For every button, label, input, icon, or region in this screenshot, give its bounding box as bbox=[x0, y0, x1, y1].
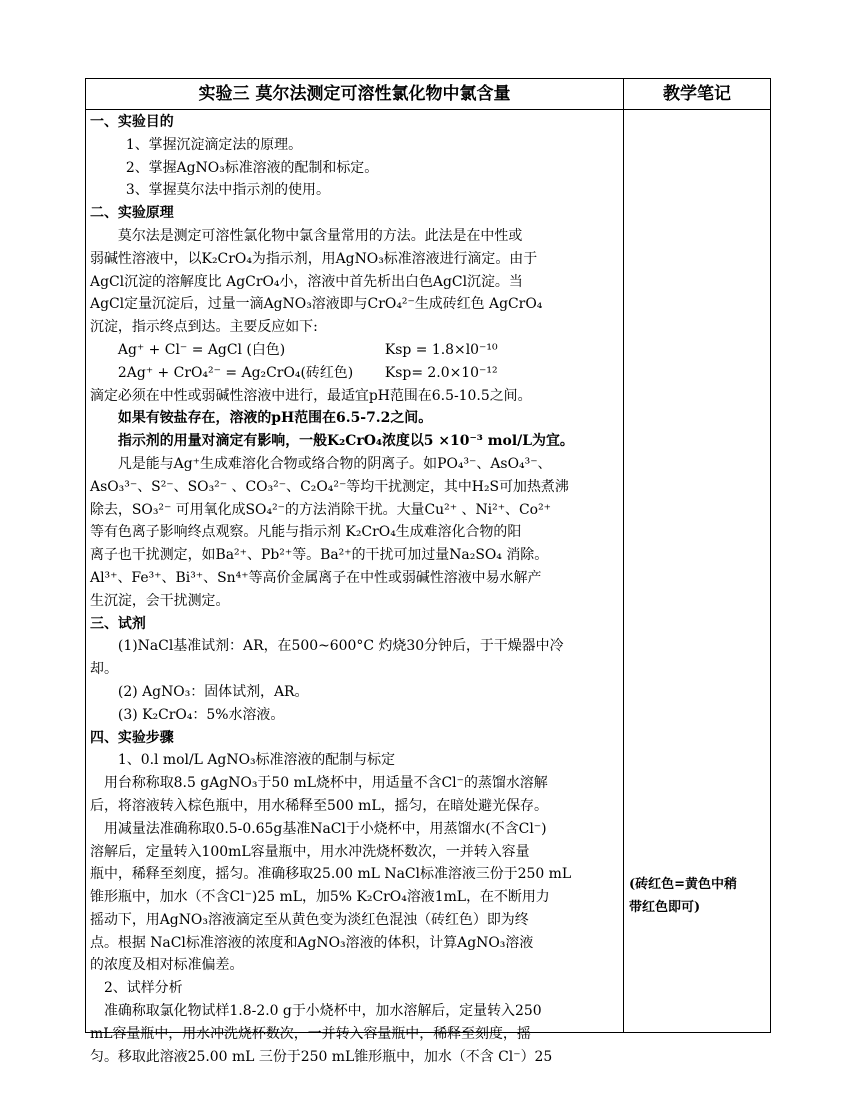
section-heading-principle: 二、实验原理 bbox=[90, 205, 174, 222]
reaction-row bbox=[90, 362, 616, 385]
paragraph-line: 离子也干扰测定，如Ba²⁺、Pb²⁺等。Ba²⁺的干扰可加过量Na₂SO₄ 消除。 bbox=[90, 547, 549, 564]
objective-item: 2、掌握AgNO₃标准溶液的配制和标定。 bbox=[125, 159, 379, 176]
reaction-equation: 2Ag⁺ + CrO₄²⁻ = Ag₂CrO₄(砖红色) bbox=[117, 364, 354, 381]
paragraph-line: 弱碱性溶液中，以K₂CrO₄为指示剂，用AgNO₃标准溶液进行滴定。由于 bbox=[90, 250, 538, 267]
experiment-table bbox=[85, 78, 771, 1065]
reagent-item: (3) K₂CrO₄：5%水溶液。 bbox=[117, 706, 285, 723]
paragraph-line: 点。根据 NaCl标准溶液的浓度和AgNO₃溶液的体积，计算AgNO₃溶液 bbox=[90, 934, 534, 951]
section-heading-steps: 四、实验步骤 bbox=[90, 729, 174, 746]
paragraph-line: 的浓度及相对标准偏差。 bbox=[90, 957, 244, 974]
paragraph-line: 后，将溶液转入棕色瓶中，用水稀释至500 mL，摇匀，在暗处避光保存。 bbox=[90, 797, 548, 814]
teaching-note-line: 带红色即可) bbox=[629, 900, 701, 915]
paragraph-line: 生沉淀，会干扰测定。 bbox=[90, 592, 230, 609]
ksp-value: Ksp = 1.8×l0⁻¹⁰ bbox=[384, 341, 498, 358]
reagent-item: (2) AgNO₃：固体试剂，AR。 bbox=[117, 683, 309, 700]
main-content bbox=[90, 111, 618, 1068]
reaction-row bbox=[90, 339, 616, 362]
paragraph-line: 用减量法准确称取0.5-0.65g基准NaCl于小烧杯中，用蒸馏水(不含Cl⁻) bbox=[103, 820, 547, 837]
column-divider bbox=[623, 79, 624, 1032]
reagent-item: 却。 bbox=[90, 661, 118, 678]
paragraph-line: mL容量瓶中，用水冲洗烧杯数次，一并转入容量瓶中，稀释至刻度，摇 bbox=[90, 1025, 531, 1042]
notes-column-title: 教学笔记 bbox=[663, 84, 731, 104]
paragraph-line: 瓶中，稀释至刻度，摇匀。准确移取25.00 mL NaCl标准溶液三份于250 mL bbox=[90, 866, 572, 883]
ksp-value: Ksp= 2.0×10⁻¹² bbox=[384, 364, 498, 381]
section-heading-objective: 一、实验目的 bbox=[90, 114, 174, 130]
step-heading: 2、试样分析 bbox=[103, 980, 183, 997]
paragraph-line: 凡是能与Ag⁺生成难溶化合物或络合物的阴离子。如PO₄³⁻、AsO₄³⁻、 bbox=[117, 455, 552, 472]
paragraph-line: 除去，SO₃²⁻ 可用氧化成SO₄²⁻的方法消除干扰。大量Cu²⁺ 、Ni²⁺、Co²⁺ bbox=[90, 501, 552, 518]
section-heading-reagents: 三、试剂 bbox=[90, 615, 146, 632]
objective-item: 1、掌握沉淀滴定法的原理。 bbox=[125, 136, 303, 153]
objective-item: 3、掌握莫尔法中指示剂的使用。 bbox=[125, 182, 330, 199]
paragraph-line: 匀。移取此溶液25.00 mL 三份于250 mL锥形瓶中，加水（不含 Cl⁻）25 bbox=[90, 1048, 553, 1065]
page-title: 实验三 莫尔法测定可溶性氯化物中氯含量 bbox=[198, 84, 511, 104]
paragraph-line: 摇动下，用AgNO₃溶液滴定至从黄色变为淡红色混浊（砖红色）即为终 bbox=[90, 911, 529, 928]
teaching-note bbox=[629, 873, 765, 919]
paragraph-line: 锥形瓶中，加水（不含Cl⁻)25 mL，加5% K₂CrO₄溶液1mL，在不断用力 bbox=[90, 889, 550, 906]
paragraph-line: 准确称取氯化物试样1.8-2.0 g于小烧杯中，加水溶解后，定量转入250 bbox=[103, 1003, 542, 1020]
paragraph-line: AgCl定量沉淀后，过量一滴AgNO₃溶液即与CrO₄²⁻生成砖红色 AgCrO₄ bbox=[90, 296, 543, 313]
paragraph-line: 沉淀，指示终点到达。主要反应如下: bbox=[90, 319, 318, 336]
paragraph-line: AsO₃³⁻、S²⁻、SO₃²⁻ 、CO₃²⁻、C₂O₄²⁻等均干扰测定，其中H₂S可加热煮沸 bbox=[90, 478, 569, 495]
paragraph-line: 用台称称取8.5 gAgNO₃于50 mL烧杯中，用适量不含Cl⁻的蒸馏水溶解 bbox=[103, 775, 548, 792]
teaching-note-line: (砖红色=黄色中稍 bbox=[629, 877, 738, 892]
paragraph-line: 莫尔法是测定可溶性氯化物中氯含量常用的方法。此法是在中性或 bbox=[117, 227, 523, 244]
paragraph-line: 溶解后，定量转入100mL容量瓶中，用水冲洗烧杯数次，一并转入容量 bbox=[90, 843, 530, 860]
bold-note-line: 指示剂的用量对滴定有影响，一般K₂CrO₄浓度以5 ×10⁻³ mol/L为宜。 bbox=[117, 433, 574, 450]
paragraph-line: 等有色离子影响终点观察。凡能与指示剂 K₂CrO₄生成难溶化合物的阳 bbox=[90, 524, 522, 541]
reagent-item: (1)NaCl基准试剂：AR，在500~600°C 灼烧30分钟后，于干燥器中冷 bbox=[117, 638, 564, 655]
paragraph-line: 滴定必须在中性或弱碱性溶液中进行，最适宜pH范围在6.5-10.5之间。 bbox=[90, 387, 532, 404]
step-heading: 1、0.l mol/L AgNO₃标准溶液的配制与标定 bbox=[117, 752, 396, 769]
bold-note-line: 如果有铵盐存在，溶液的pH范围在6.5-7.2之间。 bbox=[117, 410, 433, 427]
reaction-equation: Ag⁺ + Cl⁻ = AgCl (白色) bbox=[117, 341, 286, 358]
paragraph-line: Al³⁺、Fe³⁺、Bi³⁺、Sn⁴⁺等高价金属离子在中性或弱碱性溶液中易水解产 bbox=[90, 569, 542, 586]
paragraph-line: AgCl沉淀的溶解度比 AgCrO₄小，溶液中首先析出白色AgCl沉淀。当 bbox=[90, 273, 523, 290]
